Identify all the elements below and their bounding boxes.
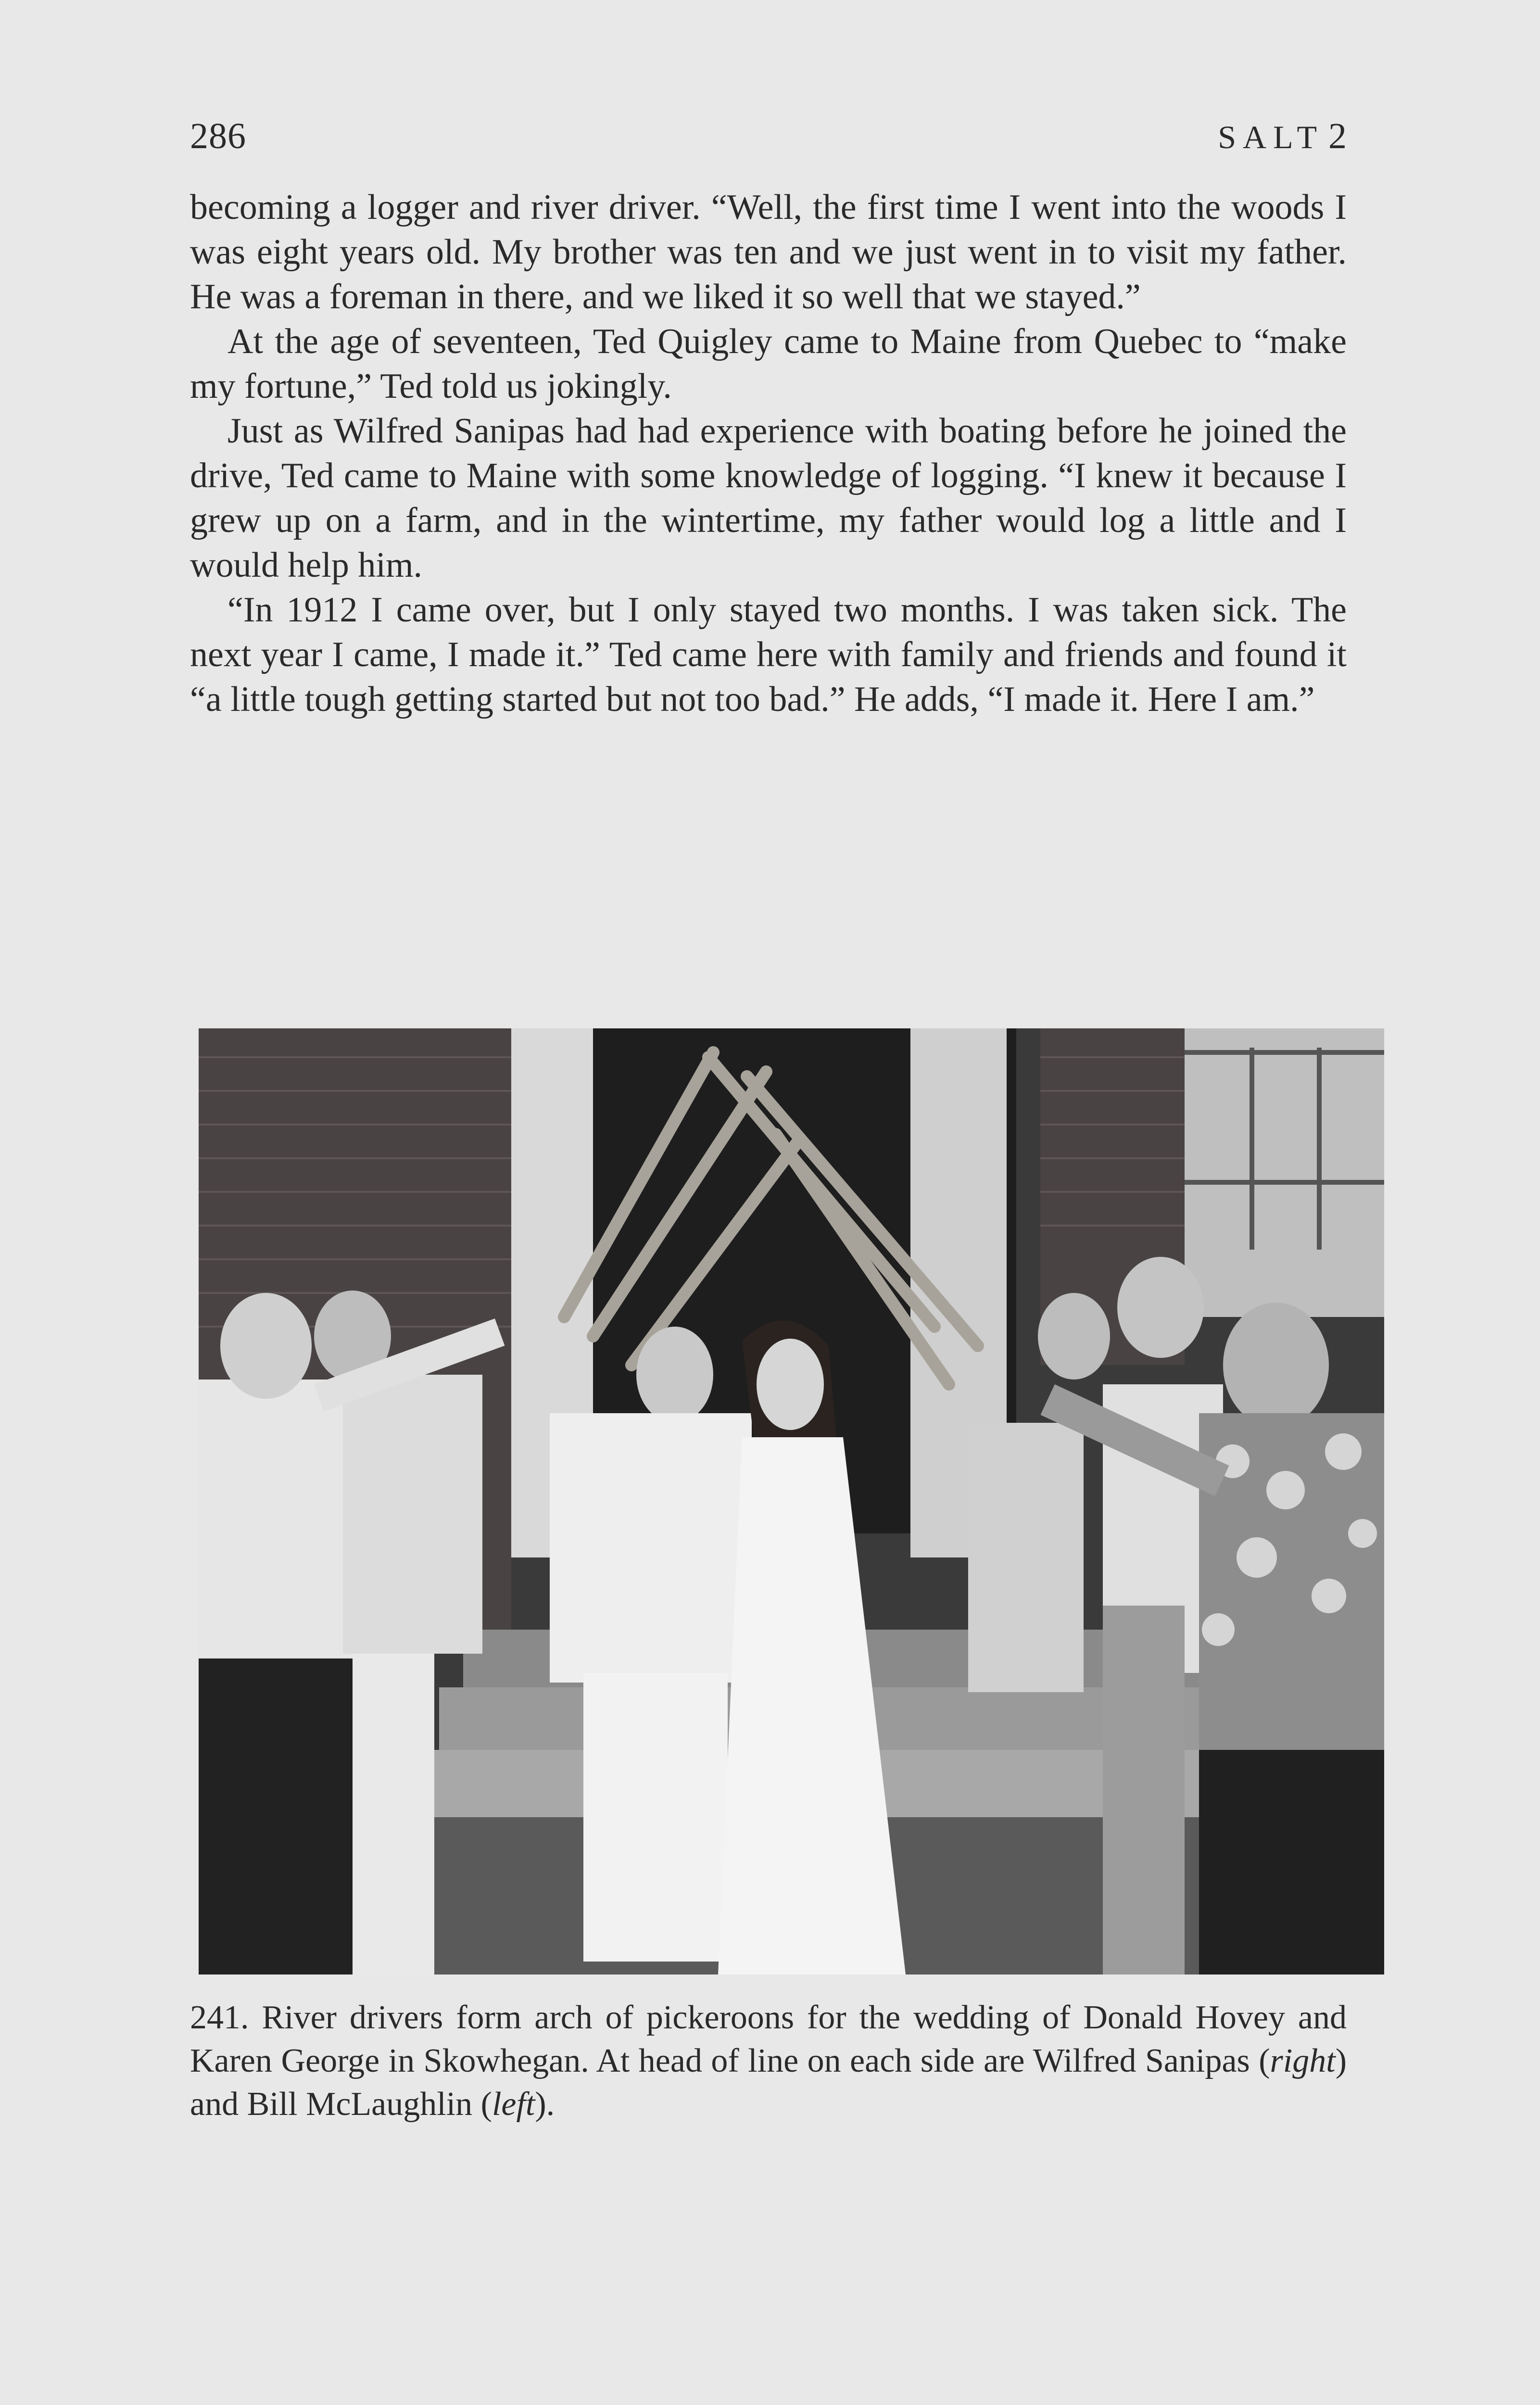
window bbox=[1185, 1028, 1384, 1317]
running-head-title: SALT bbox=[1218, 119, 1324, 155]
caption-right-word: right bbox=[1270, 2042, 1336, 2079]
running-head-number: 2 bbox=[1328, 116, 1347, 156]
running-head bbox=[1218, 115, 1347, 157]
caption-middle: ) and Bill McLaughlin ( bbox=[190, 2042, 1347, 2123]
caption-suffix: ). bbox=[535, 2086, 555, 2123]
paragraph-3: Just as Wilfred Sanipas had had experience with boating before he joined the drive, Ted came to Maine with some knowledge of logging. “I knew it because I grew up on a farm, and in the wintertime, my father would log a little and I would help him. bbox=[190, 411, 1347, 585]
page-header bbox=[190, 115, 1347, 164]
body-text bbox=[190, 185, 1347, 722]
wedding-photo bbox=[199, 1028, 1384, 1975]
caption-left-word: left bbox=[492, 2086, 535, 2123]
paragraph-1: becoming a logger and river driver. “Well, the first time I went into the woods I was eight years old. My brother was ten and we just went in to visit my father. He was a foreman in there, and we liked it so well that we stayed.” bbox=[190, 188, 1347, 316]
wedding-photo-illustration bbox=[199, 1028, 1384, 1975]
paragraph-2: At the age of seventeen, Ted Quigley came to Maine from Quebec to “make my fortune,” Ted told us jokingly. bbox=[190, 322, 1347, 406]
photo-caption bbox=[190, 1996, 1347, 2126]
paragraph-4: “In 1912 I came over, but I only stayed two months. I was taken sick. The next year I came, I made it.” Ted came here with family and friends and found it “a little tough getting started but not too bad.” He adds, “I made it. Here I am.” bbox=[190, 590, 1347, 719]
caption-prefix: 241. River drivers form arch of pickeroons for the wedding of Donald Hovey and Karen George in Skowhegan. At head of line on each side are Wilfred Sanipas ( bbox=[190, 1999, 1347, 2079]
page-number: 286 bbox=[190, 116, 246, 156]
